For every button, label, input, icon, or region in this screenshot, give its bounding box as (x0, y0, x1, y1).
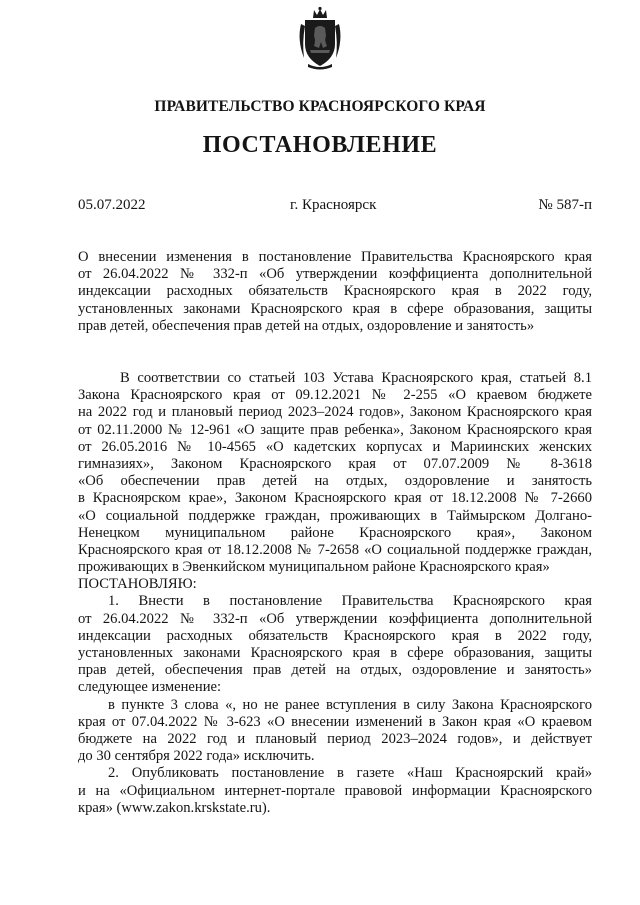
body-line: установленных законами Красноярского края в сфере образования, защиты (78, 645, 592, 661)
resolution-word: ПОСТАНОВЛЯЮ: (78, 576, 197, 593)
body-line: 2. Опубликовать постановление в газете «Наш Красноярский край» (108, 765, 592, 782)
body-line: В соответствии со статьей 103 Устава Красноярского края, статьей 8.1 (120, 370, 592, 386)
title-line: прав детей, обеспечения прав детей на отдых, оздоровление и занятость» (78, 317, 535, 334)
body-line: до 30 сентября 2022 года» исключить. (78, 748, 315, 765)
document-date: 05.07.2022 (78, 197, 146, 213)
title-line: О внесении изменения в постановление Правительства Красноярского края (78, 249, 592, 265)
krasnoyarsk-coat-of-arms-icon (296, 6, 344, 70)
body-line: прав детей, обеспечения прав детей на отдых, оздоровление и занятость» (78, 662, 592, 679)
body-line: в пункте 3 слова «, но не ранее вступления в силу Закона Красноярского (108, 696, 592, 713)
document-title (78, 249, 592, 335)
title-line: индексации расходных обязательств Красноярского края в 2022 году, (78, 283, 592, 300)
document-type-heading: ПОСТАНОВЛЕНИЕ (202, 132, 438, 158)
body-line: Красноярского края от 18.12.2008 № 7-2658 «О социальной поддержке граждан, (78, 541, 592, 558)
body-line: края от 07.04.2022 № 3-623 «О внесении изменений в Закон края «О краевом (78, 713, 592, 730)
document-city: г. Красноярск (290, 197, 377, 213)
document-body (78, 370, 592, 817)
body-line: Закона Красноярского края от 09.12.2021 № 2-255 «О краевом бюджете (78, 387, 592, 404)
body-line: в Красноярском крае», Законом Красноярского края от 18.12.2008 № 7-2660 (78, 490, 592, 507)
body-line: индексации расходных обязательств Красноярского края в 2022 году, (78, 627, 592, 644)
body-line: от 26.04.2022 № 332-п «Об утверждении коэффициента дополнительной (78, 610, 592, 627)
document-number: № 587-п (538, 197, 592, 213)
body-line: бюджете на 2022 год и плановый период 2023–2024 годов», и действует (78, 730, 592, 747)
body-line: «Об обеспечении прав детей на отдых, оздоровление и занятость (78, 473, 592, 490)
body-line: на 2022 год и плановый период 2023–2024 годов», Законом Красноярского края (78, 404, 592, 421)
body-line: Ненецком муниципальном районе Красноярского края», Законом (78, 524, 592, 541)
body-line: «О социальной поддержке граждан, проживающих в Таймырском Долгано- (78, 507, 592, 524)
body-line: от 26.05.2016 № 10-4565 «О кадетских корпусах и Мариинских женских (78, 438, 592, 455)
body-line: и на «Официальном интернет-портале правовой информации Красноярского (78, 782, 592, 799)
body-line: края» (www.zakon.krskstate.ru). (78, 799, 271, 816)
body-line: проживающих в Эвенкийском муниципальном районе Красноярского края» (78, 559, 550, 576)
body-line: 1. Внести в постановление Правительства Красноярского края (108, 593, 592, 610)
title-line: установленных законами Красноярского края в сфере образования, защиты (78, 300, 592, 317)
title-line: от 26.04.2022 № 332-п «Об утверждении коэффициента дополнительной (78, 266, 592, 283)
government-name: ПРАВИТЕЛЬСТВО КРАСНОЯРСКОГО КРАЯ (154, 98, 486, 115)
document-meta-row (78, 197, 592, 217)
body-line: от 02.11.2000 № 12-961 «О защите прав ребенка», Законом Красноярского края (78, 421, 592, 438)
body-line: следующее изменение: (78, 679, 222, 696)
body-line: гимназиях», Законом Красноярского края от 07.07.2009 № 8-3618 (78, 455, 592, 472)
